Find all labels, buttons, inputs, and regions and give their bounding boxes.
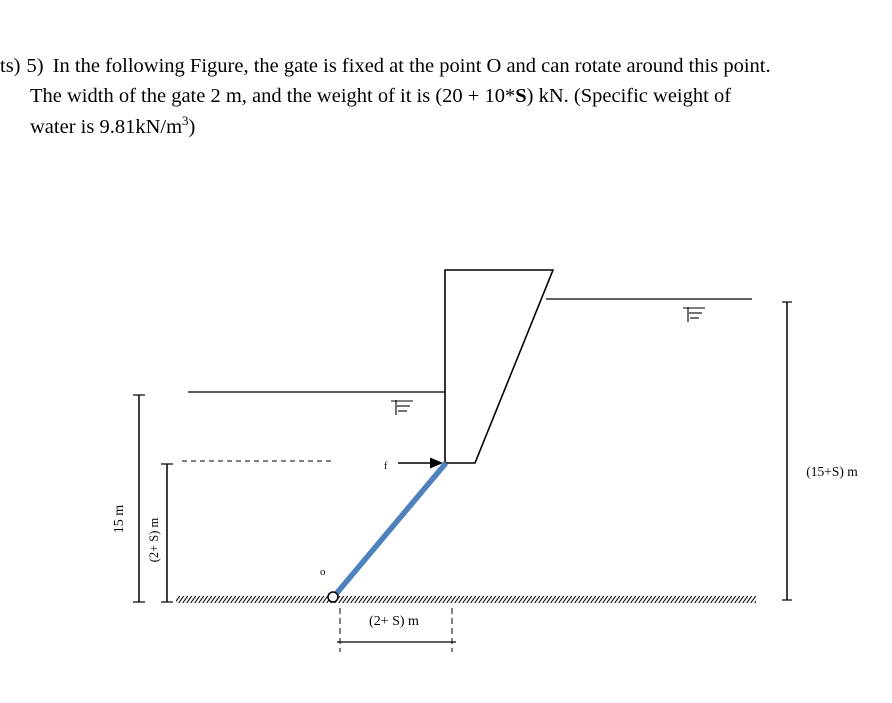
ground-hatch (176, 596, 756, 603)
problem-number: 5) (26, 55, 44, 77)
problem-text-3b: ) (188, 116, 196, 138)
dim-15s (782, 302, 792, 600)
label-o: o (320, 566, 326, 578)
points-fragment: ts) (0, 55, 21, 77)
problem-text-1: In the following Figure, the gate is fixed at the point O and can rotate around this point. (52, 55, 771, 77)
left-water-symbol (391, 400, 413, 415)
label-f: f (384, 461, 388, 472)
problem-text-2b: ) kN. (Specific weight of (526, 85, 732, 107)
hinge-o (328, 592, 338, 602)
dim-15m (133, 395, 145, 602)
problem-text-3-sup: 3 (182, 113, 189, 129)
problem-text-2a: The width of the gate 2 m, and the weight of it is (20 + 10* (30, 85, 516, 107)
label-15s: (15+S) m (806, 464, 858, 479)
label-2s-vertical: (2+ S) m (146, 517, 161, 563)
gate (336, 463, 446, 594)
wall (445, 270, 553, 463)
dim-2s-vertical (161, 464, 173, 602)
label-15m: 15 m (112, 504, 128, 534)
right-water-symbol (683, 307, 705, 322)
label-2s-horizontal: (2+ S) m (369, 614, 419, 629)
problem-text-2-bold: S (515, 85, 527, 107)
problem-text-3a: water is 9.81kN/m (30, 116, 183, 138)
